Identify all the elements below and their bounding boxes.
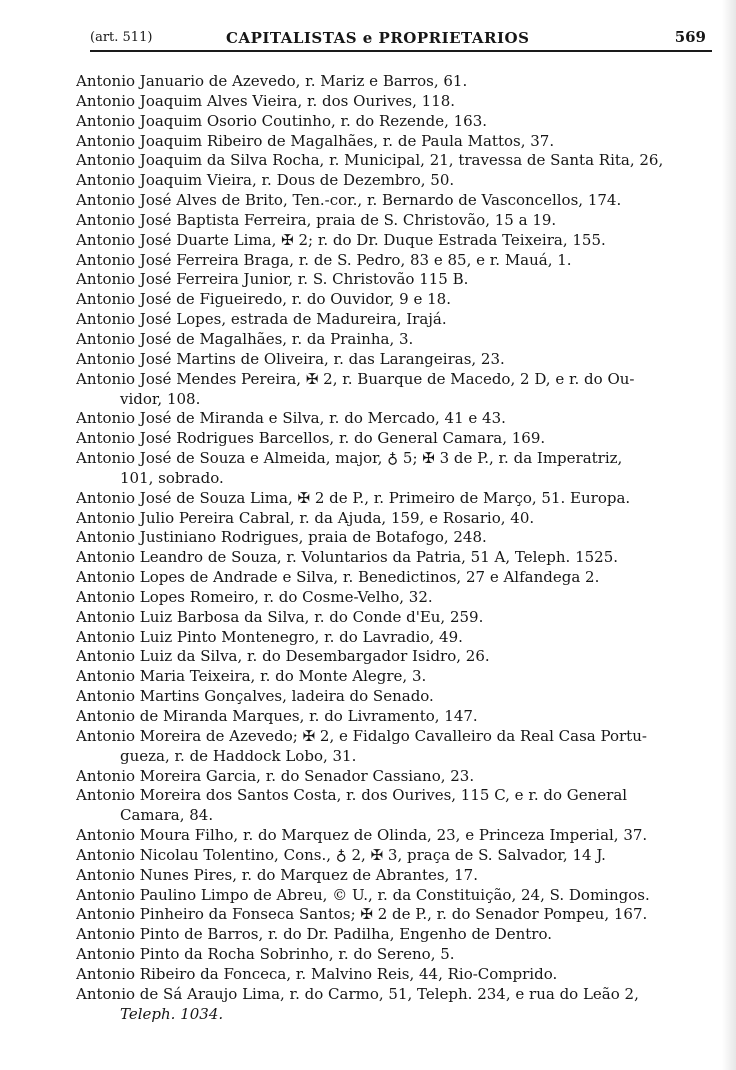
list-item: Antonio Pinheiro da Fonseca Santos; ✠ 2 de P., r. do Senador Pompeu, 167. [76,905,648,924]
list-item: Antonio José Rodrigues Barcellos, r. do General Camara, 169. [76,429,546,448]
list-item: Antonio Joaquim Osorio Coutinho, r. do Rezende, 163. [76,111,488,130]
list-item: Antonio Joaquim Alves Vieira, r. dos Ourives, 118. [76,91,456,110]
list-item: Antonio Joaquim Vieira, r. Dous de Dezembro, 50. [76,171,455,190]
list-item: Antonio Ribeiro da Fonceca, r. Malvino Reis, 44, Rio-Comprido. [76,964,558,983]
list-item: Antonio Nicolau Tolentino, Cons., ♁ 2, ✠ 3, praça de S. Salvador, 14 J. [76,845,606,864]
list-item: Antonio Moreira Garcia, r. do Senador Cassiano, 23. [76,766,475,785]
list-item: Antonio José Duarte Lima, ✠ 2; r. do Dr. Duque Estrada Teixeira, 155. [76,230,606,249]
list-item-continuation: Teleph. 1034. [120,1004,224,1023]
list-item: Antonio Maria Teixeira, r. do Monte Alegre, 3. [76,667,427,686]
list-item-continuation: Camara, 84. [120,806,214,825]
article-reference: (art. 511) [90,30,153,45]
list-item: Antonio José Alves de Brito, Ten.-cor., r. Bernardo de Vasconcellos, 174. [76,191,622,210]
list-item: Antonio Luiz Pinto Montenegro, r. do Lavradio, 49. [76,627,463,646]
list-item: Antonio Moreira dos Santos Costa, r. dos Ourives, 115 C, e r. do General [76,786,628,805]
list-item: Antonio José Ferreira Junior, r. S. Christovão 115 B. [76,270,469,289]
list-item: Antonio Joaquim Ribeiro de Magalhães, r. de Paula Mattos, 37. [76,131,555,150]
list-item: Antonio Martins Gonçalves, ladeira do Senado. [76,687,434,706]
list-item: Antonio José Martins de Oliveira, r. das Larangeiras, 23. [76,349,505,368]
list-item: Antonio Luiz Barbosa da Silva, r. do Conde d'Eu, 259. [76,607,484,626]
section-title: CAPITALISTAS e PROPRIETARIOS [226,29,530,47]
list-item: Antonio Moreira de Azevedo; ✠ 2, e Fidalgo Cavalleiro da Real Casa Portu- [76,726,647,745]
page-number: 569 [674,28,706,46]
list-item: Antonio José Lopes, estrada de Madureira, Irajá. [76,310,447,329]
list-item: Antonio Justiniano Rodrigues, praia de Botafogo, 248. [76,528,487,547]
list-item: Antonio José Baptista Ferreira, praia de S. Christovão, 15 a 19. [76,210,557,229]
list-item-continuation: gueza, r. de Haddock Lobo, 31. [120,746,357,765]
page-header [90,26,712,52]
list-item: Antonio José de Magalhães, r. da Prainha, 3. [76,329,414,348]
list-item: Antonio José de Figueiredo, r. do Ouvidor, 9 e 18. [76,290,451,309]
list-item: Antonio Leandro de Souza, r. Voluntarios da Patria, 51 A, Teleph. 1525. [76,548,619,567]
list-item: Antonio Januario de Azevedo, r. Mariz e Barros, 61. [76,72,468,90]
list-item: Antonio José de Souza e Almeida, major, ♁ 5; ✠ 3 de P., r. da Imperatriz, [76,449,623,468]
list-item: Antonio Julio Pereira Cabral, r. da Ajuda, 159, e Rosario, 40. [76,508,535,527]
list-item: Antonio Joaquim da Silva Rocha, r. Municipal, 21, travessa de Santa Rita, 26, [76,151,664,170]
list-item: Antonio de Sá Araujo Lima, r. do Carmo, 51, Teleph. 234, e rua do Leão 2, [76,984,639,1003]
list-item: Antonio José de Souza Lima, ✠ 2 de P., r. Primeiro de Março, 51. Europa. [76,488,631,507]
list-item: Antonio Luiz da Silva, r. do Desembargador Isidro, 26. [76,647,490,666]
list-item: Antonio de Miranda Marques, r. do Livramento, 147. [76,707,478,725]
entry-list [76,72,728,1025]
list-item: Antonio José Mendes Pereira, ✠ 2, r. Buarque de Macedo, 2 D, e r. do Ou- [76,369,635,388]
list-item: Antonio Lopes Romeiro, r. do Cosme-Velho, 32. [76,587,433,606]
list-item: Antonio Paulino Limpo de Abreu, © U., r. da Constituição, 24, S. Domingos. [76,885,650,904]
list-item: Antonio Nunes Pires, r. do Marquez de Abrantes, 17. [76,865,478,884]
list-item-continuation: vidor, 108. [120,389,201,408]
list-item: Antonio José Ferreira Braga, r. de S. Pedro, 83 e 85, e r. Mauá, 1. [76,250,572,269]
list-item: Antonio Moura Filho, r. do Marquez de Olinda, 23, e Princeza Imperial, 37. [76,826,648,845]
list-item: Antonio Pinto de Barros, r. do Dr. Padilha, Engenho de Dentro. [76,925,553,944]
list-item: Antonio Pinto da Rocha Sobrinho, r. do Sereno, 5. [76,945,455,964]
list-item: Antonio Lopes de Andrade e Silva, r. Benedictinos, 27 e Alfandega 2. [76,568,600,587]
list-item: Antonio José de Miranda e Silva, r. do Mercado, 41 e 43. [76,409,506,428]
page-edge-shadow [722,0,736,1070]
list-item-continuation: 101, sobrado. [120,468,224,487]
